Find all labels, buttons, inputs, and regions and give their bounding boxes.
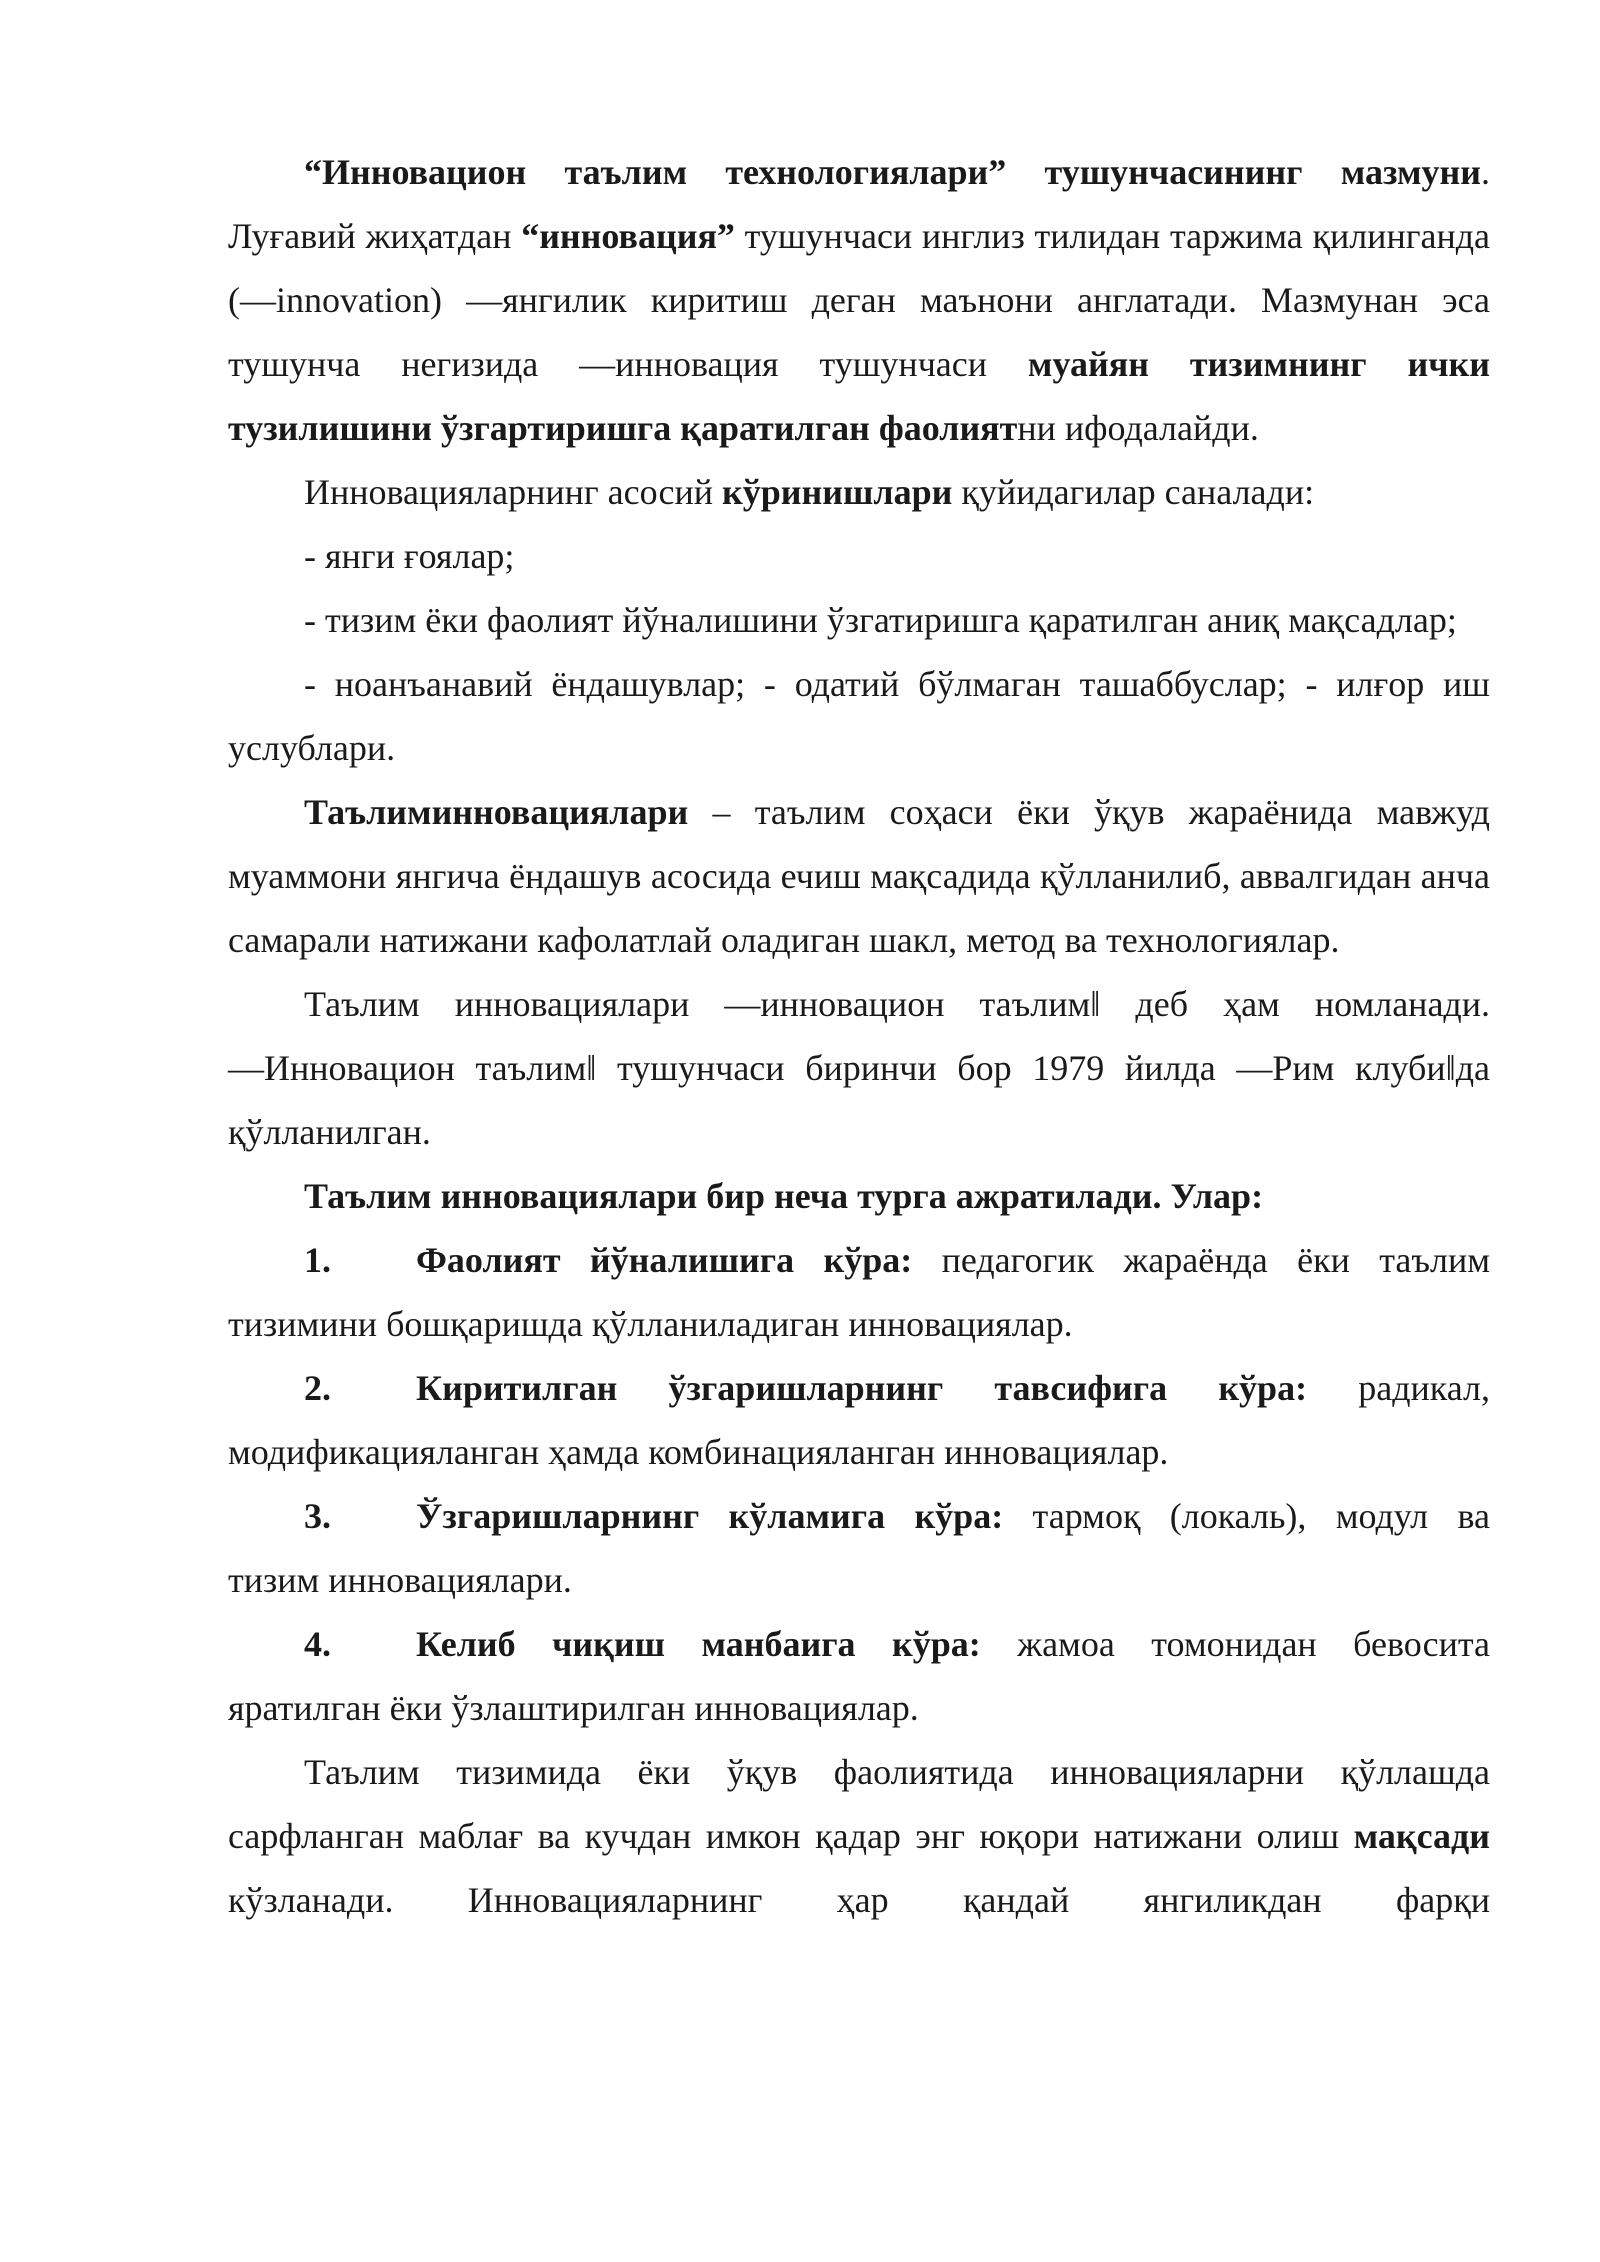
bold-term: кўринишлари: [722, 472, 953, 512]
item-heading: Фаолият йўналишига кўра:: [416, 1240, 913, 1280]
bold-term: “инновация”: [521, 216, 735, 256]
item-heading: Ўзгаришларнинг кўламига кўра:: [416, 1496, 1004, 1536]
dash-list-item: - янги ғоялар;: [304, 536, 515, 576]
bold-term: Таълиминновациялари: [304, 792, 689, 832]
text-run: тушунчаси инглиз тилидан таржима қилинганда (―innovation) ―янгилик киритиш деган маънони англатади. Мазмунан эса тушунча негизида ―инновация тушунчаси: [228, 216, 1491, 384]
paragraph-education-innovations: [228, 780, 1490, 972]
numbered-item: [228, 1356, 1490, 1484]
text-run: педагогик жараёнда ёки таълим: [912, 1240, 1490, 1280]
types-heading: [228, 1164, 1490, 1228]
bold-phrase: муайян тизимнинг ички тузилишини ўзгартиришга қаратилган фаолият: [228, 344, 1490, 448]
section-heading: “Инновацион таълим технологиялари” тушунчасининг мазмуни: [304, 152, 1481, 192]
item-number: 2.: [304, 1368, 331, 1408]
numbered-item: [228, 1612, 1490, 1740]
text-run: радикал,: [1307, 1368, 1491, 1408]
text-run: жамоа томонидан бевосита: [980, 1624, 1491, 1664]
item-first-line: [416, 1228, 1490, 1292]
bold-term: мақсади: [1353, 1816, 1490, 1856]
numbered-item: [228, 1484, 1490, 1612]
paragraph-definition: [228, 140, 1490, 460]
item-number: 3.: [304, 1496, 331, 1536]
item-number: 1.: [304, 1240, 331, 1280]
item-heading: Киритилган ўзгаришларнинг тавсифига кўра:: [416, 1368, 1308, 1408]
paragraph-forms-intro: [228, 460, 1490, 524]
numbered-item: [228, 1228, 1490, 1356]
item-continuation: тизим инновациялари.: [228, 1560, 572, 1600]
text-run: қуйидагилар саналади:: [952, 472, 1315, 512]
item-number: 4.: [304, 1624, 331, 1664]
text-run: – таълим соҳаси ёки ўқув жараёнида мавжуд муаммони янгича ёндашув асосида ечиш мақсадида қўлланилиб, аввалгидан анча самарали натижани кафолатлай оладиган шакл, метод ва технологиялар.: [228, 792, 1490, 960]
item-first-line: [416, 1484, 1490, 1548]
item-continuation: модификацияланган ҳамда комбинацияланган инновациялар.: [228, 1432, 1169, 1472]
paragraph-goal: [228, 1740, 1490, 1932]
item-continuation: тизимини бошқаришда қўлланиладиган инновациялар.: [228, 1304, 1073, 1344]
item-first-line: [416, 1356, 1490, 1420]
item-heading: Келиб чиқиш манбаига кўра:: [416, 1624, 981, 1664]
bold-heading: Таълим инновациялари бир неча турга ажратилади. Улар:: [304, 1176, 1264, 1216]
text-run: тармоқ (локаль), модул ва: [1003, 1496, 1490, 1536]
text-run: ни ифодалайди.: [1017, 408, 1259, 448]
text-run: . Луғавий жиҳатдан: [228, 152, 1490, 256]
text-run: кўзланади. Инновацияларнинг ҳар қандай янгиликдан фарқи: [228, 1880, 1490, 1920]
text-run: Инновацияларнинг асосий: [304, 472, 722, 512]
item-first-line: [416, 1612, 1490, 1676]
item-continuation: яратилган ёки ўзлаштирилган инновациялар.: [228, 1688, 919, 1728]
text-run: Таълим тизимида ёки ўқув фаолиятида инновацияларни қўллашда сарфланган маблағ ва кучдан имкон қадар энг юқори натижани олиш: [228, 1752, 1490, 1856]
dash-list-item: - ноанъанавий ёндашувлар; - одатий бўлмаган ташаббуслар; - илғор иш услублари.: [228, 664, 1490, 768]
dash-list-item: - тизим ёки фаолият йўналишини ўзгатиришга қаратилган аниқ мақсадлар;: [304, 600, 1457, 640]
document-page: [228, 140, 1490, 1932]
paragraph-history: Таълим инновациялари ―инновацион таълим‖ деб ҳам номланади. ―Инновацион таълим‖ тушунчаси биринчи бор 1979 йилда ―Рим клуби‖да қўлланилган.: [228, 984, 1490, 1152]
